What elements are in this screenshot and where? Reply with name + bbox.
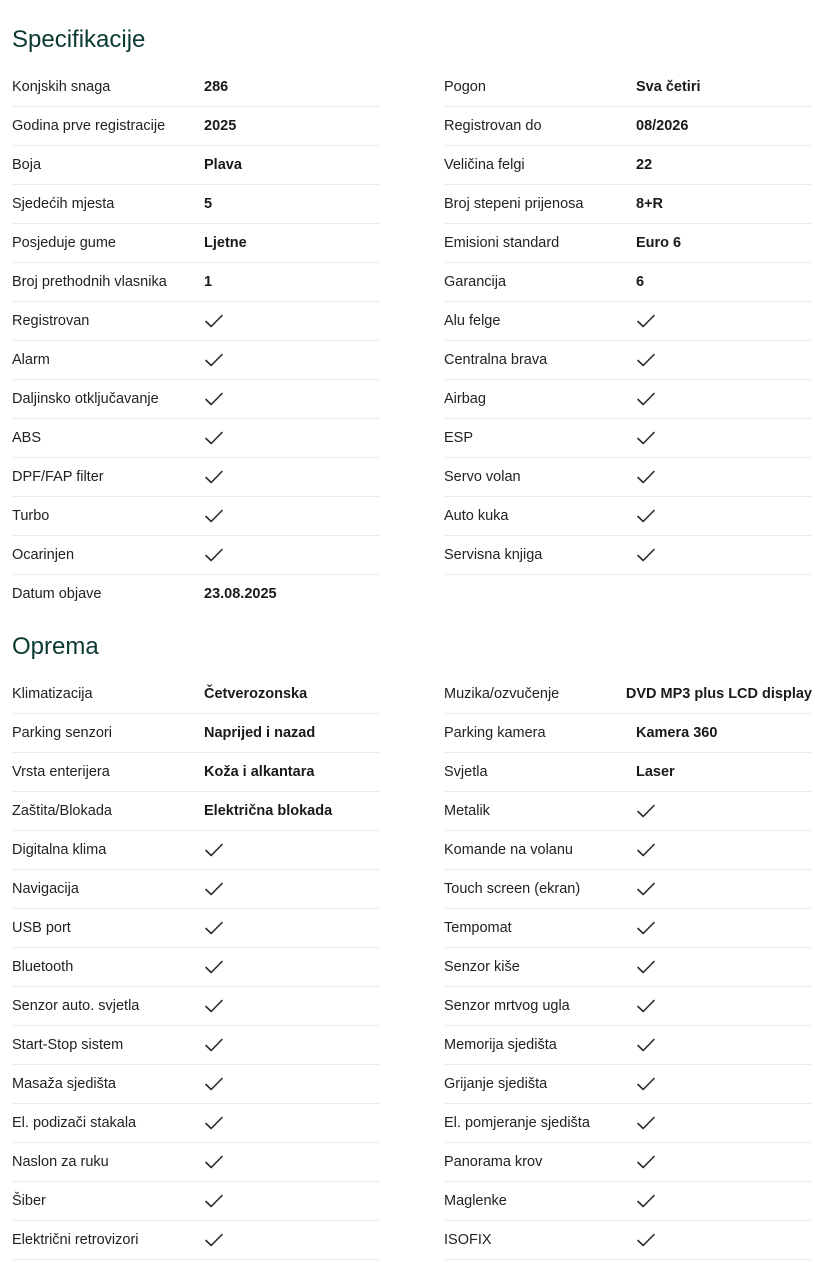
check-icon xyxy=(636,920,656,936)
spec-row xyxy=(12,792,380,831)
spec-row xyxy=(12,575,380,613)
spec-value: Ljetne xyxy=(204,235,247,251)
spec-label: El. pomjeranje sjedišta xyxy=(444,1115,590,1131)
spec-label: Daljinsko otključavanje xyxy=(12,391,159,407)
spec-row xyxy=(444,263,812,302)
check-icon xyxy=(636,313,656,329)
check-icon xyxy=(636,1037,656,1053)
spec-label: Metalik xyxy=(444,803,490,819)
spec-label: Konjskih snaga xyxy=(12,79,111,95)
check-icon xyxy=(636,508,656,524)
spec-label: Emisioni standard xyxy=(444,235,560,251)
spec-row xyxy=(444,1104,812,1143)
spec-row xyxy=(444,948,812,987)
check-icon xyxy=(636,1115,656,1131)
spec-label: Datum objave xyxy=(12,586,102,602)
check-icon xyxy=(204,352,224,368)
specifikacije-left-column xyxy=(12,68,380,613)
spec-label: Komande na volanu xyxy=(444,842,573,858)
spec-label: Airbag xyxy=(444,391,486,407)
check-icon xyxy=(204,1232,224,1248)
spec-value: Euro 6 xyxy=(636,235,682,251)
spec-label: Centralna brava xyxy=(444,352,548,368)
spec-row xyxy=(444,302,812,341)
specifikacije-grid xyxy=(12,68,812,613)
check-icon xyxy=(636,391,656,407)
check-icon xyxy=(204,547,224,563)
spec-row xyxy=(444,792,812,831)
spec-row xyxy=(444,1182,812,1221)
check-icon xyxy=(636,1193,656,1209)
spec-value: Električna blokada xyxy=(204,803,333,819)
spec-row xyxy=(444,536,812,575)
check-icon xyxy=(636,469,656,485)
spec-row xyxy=(444,497,812,536)
spec-label: Parking senzori xyxy=(12,725,112,741)
spec-label: Veličina felgi xyxy=(444,157,525,173)
spec-row xyxy=(12,185,380,224)
spec-label: Ocarinjen xyxy=(12,547,75,563)
spec-row xyxy=(12,341,380,380)
spec-label: Senzor mrtvog ugla xyxy=(444,998,570,1014)
spec-label: ESP xyxy=(444,430,474,446)
check-icon xyxy=(204,430,224,446)
spec-label: Posjeduje gume xyxy=(12,235,116,251)
spec-label: Start-Stop sistem xyxy=(12,1037,124,1053)
spec-label: Sjedećih mjesta xyxy=(12,196,115,212)
spec-label: Naslon za ruku xyxy=(12,1154,109,1170)
spec-row xyxy=(444,380,812,419)
spec-row xyxy=(444,341,812,380)
spec-row xyxy=(12,753,380,792)
spec-label: Godina prve registracije xyxy=(12,118,166,134)
spec-value: 08/2026 xyxy=(636,118,689,134)
spec-label: Memorija sjedišta xyxy=(444,1037,557,1053)
check-icon xyxy=(204,881,224,897)
spec-row xyxy=(444,185,812,224)
spec-row xyxy=(12,107,380,146)
check-icon xyxy=(636,1154,656,1170)
check-icon xyxy=(636,998,656,1014)
check-icon xyxy=(636,1232,656,1248)
spec-row xyxy=(12,380,380,419)
spec-row xyxy=(12,497,380,536)
spec-label: Garancija xyxy=(444,274,507,290)
spec-label: Registrovan do xyxy=(444,118,542,134)
spec-label: Pogon xyxy=(444,79,486,95)
check-icon xyxy=(204,1115,224,1131)
spec-row xyxy=(12,68,380,107)
check-icon xyxy=(204,842,224,858)
spec-row xyxy=(444,1221,812,1260)
section-title-oprema: Oprema xyxy=(12,633,99,660)
spec-row xyxy=(12,909,380,948)
spec-label: Maglenke xyxy=(444,1193,507,1209)
check-icon xyxy=(636,842,656,858)
spec-label: Muzika/ozvučenje xyxy=(444,686,560,702)
check-icon xyxy=(636,803,656,819)
check-icon xyxy=(204,391,224,407)
check-icon xyxy=(204,469,224,485)
spec-value: 286 xyxy=(204,79,229,95)
spec-label: Senzor auto. svjetla xyxy=(12,998,140,1014)
spec-row xyxy=(12,1104,380,1143)
spec-row xyxy=(444,1065,812,1104)
check-icon xyxy=(204,313,224,329)
spec-label: Alu felge xyxy=(444,313,501,329)
spec-value: Naprijed i nazad xyxy=(204,725,316,741)
spec-label: Električni retrovizori xyxy=(12,1232,139,1248)
spec-label: ISOFIX xyxy=(444,1232,492,1248)
spec-label: Bluetooth xyxy=(12,959,74,975)
section-title-specifikacije: Specifikacije xyxy=(12,26,146,53)
check-icon xyxy=(204,998,224,1014)
spec-row xyxy=(444,870,812,909)
spec-label: Parking kamera xyxy=(444,725,546,741)
spec-value: 22 xyxy=(636,157,653,173)
spec-label: Šiber xyxy=(12,1193,46,1209)
check-icon xyxy=(636,959,656,975)
spec-row xyxy=(444,419,812,458)
spec-row xyxy=(12,1221,380,1260)
spec-row xyxy=(444,831,812,870)
spec-label: Zaštita/Blokada xyxy=(12,803,112,819)
check-icon xyxy=(636,352,656,368)
spec-row xyxy=(12,419,380,458)
spec-value: DVD MP3 plus LCD display xyxy=(625,686,812,702)
spec-label: Touch screen (ekran) xyxy=(444,881,581,897)
spec-value: 6 xyxy=(636,274,645,290)
spec-row xyxy=(444,1026,812,1065)
spec-label: Grijanje sjedišta xyxy=(444,1076,548,1092)
spec-value: Koža i alkantara xyxy=(204,764,315,780)
spec-value: Sva četiri xyxy=(636,79,701,95)
spec-row xyxy=(444,714,812,753)
spec-value: 1 xyxy=(204,274,213,290)
spec-row xyxy=(444,458,812,497)
spec-label: DPF/FAP filter xyxy=(12,469,104,485)
spec-label: Servo volan xyxy=(444,469,521,485)
spec-row xyxy=(444,987,812,1026)
spec-row xyxy=(12,870,380,909)
spec-row xyxy=(12,224,380,263)
check-icon xyxy=(204,508,224,524)
spec-label: Servisna knjiga xyxy=(444,547,543,563)
spec-value: 8+R xyxy=(636,196,664,212)
spec-label: Vrsta enterijera xyxy=(12,764,110,780)
spec-value: 2025 xyxy=(204,118,237,134)
specifikacije-right-column xyxy=(444,68,812,613)
spec-row xyxy=(444,753,812,792)
spec-row xyxy=(12,675,380,714)
spec-value: Laser xyxy=(636,764,675,780)
spec-label: Boja xyxy=(12,157,42,173)
check-icon xyxy=(204,959,224,975)
spec-row xyxy=(12,1026,380,1065)
spec-label: El. podizači stakala xyxy=(12,1115,137,1131)
spec-row xyxy=(12,987,380,1026)
spec-row xyxy=(444,1143,812,1182)
spec-value: 23.08.2025 xyxy=(204,586,277,602)
spec-value: Plava xyxy=(204,157,242,173)
check-icon xyxy=(204,1193,224,1209)
spec-row xyxy=(12,948,380,987)
spec-label: Alarm xyxy=(12,352,50,368)
check-icon xyxy=(636,547,656,563)
spec-label: Senzor kiše xyxy=(444,959,520,975)
spec-row xyxy=(12,458,380,497)
spec-row xyxy=(12,536,380,575)
spec-label: Registrovan xyxy=(12,313,90,329)
spec-row xyxy=(444,68,812,107)
spec-label: Klimatizacija xyxy=(12,686,93,702)
spec-label: Svjetla xyxy=(444,764,488,780)
oprema-right-column xyxy=(444,675,812,1260)
check-icon xyxy=(636,430,656,446)
check-icon xyxy=(204,1076,224,1092)
check-icon xyxy=(204,1037,224,1053)
spec-row xyxy=(12,302,380,341)
spec-label: USB port xyxy=(12,920,71,936)
spec-label: Broj stepeni prijenosa xyxy=(444,196,584,212)
check-icon xyxy=(636,1076,656,1092)
oprema-left-column xyxy=(12,675,380,1260)
oprema-grid xyxy=(12,675,812,1260)
spec-label: Broj prethodnih vlasnika xyxy=(12,274,167,290)
spec-row xyxy=(444,146,812,185)
spec-row xyxy=(12,1065,380,1104)
spec-row xyxy=(12,146,380,185)
spec-label: Digitalna klima xyxy=(12,842,107,858)
check-icon xyxy=(204,1154,224,1170)
spec-value: 5 xyxy=(204,196,213,212)
spec-row xyxy=(12,1182,380,1221)
spec-row xyxy=(444,107,812,146)
check-icon xyxy=(636,881,656,897)
spec-row xyxy=(444,224,812,263)
check-icon xyxy=(204,920,224,936)
spec-row xyxy=(444,909,812,948)
spec-label: Masaža sjedišta xyxy=(12,1076,116,1092)
spec-label: Tempomat xyxy=(444,920,512,936)
spec-label: Auto kuka xyxy=(444,508,509,524)
spec-label: Navigacija xyxy=(12,881,79,897)
spec-row xyxy=(12,263,380,302)
spec-label: ABS xyxy=(12,430,42,446)
spec-value: Kamera 360 xyxy=(636,725,718,741)
spec-label: Panorama krov xyxy=(444,1154,543,1170)
spec-row xyxy=(444,675,812,714)
spec-row xyxy=(12,831,380,870)
spec-row xyxy=(12,714,380,753)
spec-row xyxy=(12,1143,380,1182)
spec-label: Turbo xyxy=(12,508,50,524)
spec-value: Četverozonska xyxy=(204,686,308,702)
